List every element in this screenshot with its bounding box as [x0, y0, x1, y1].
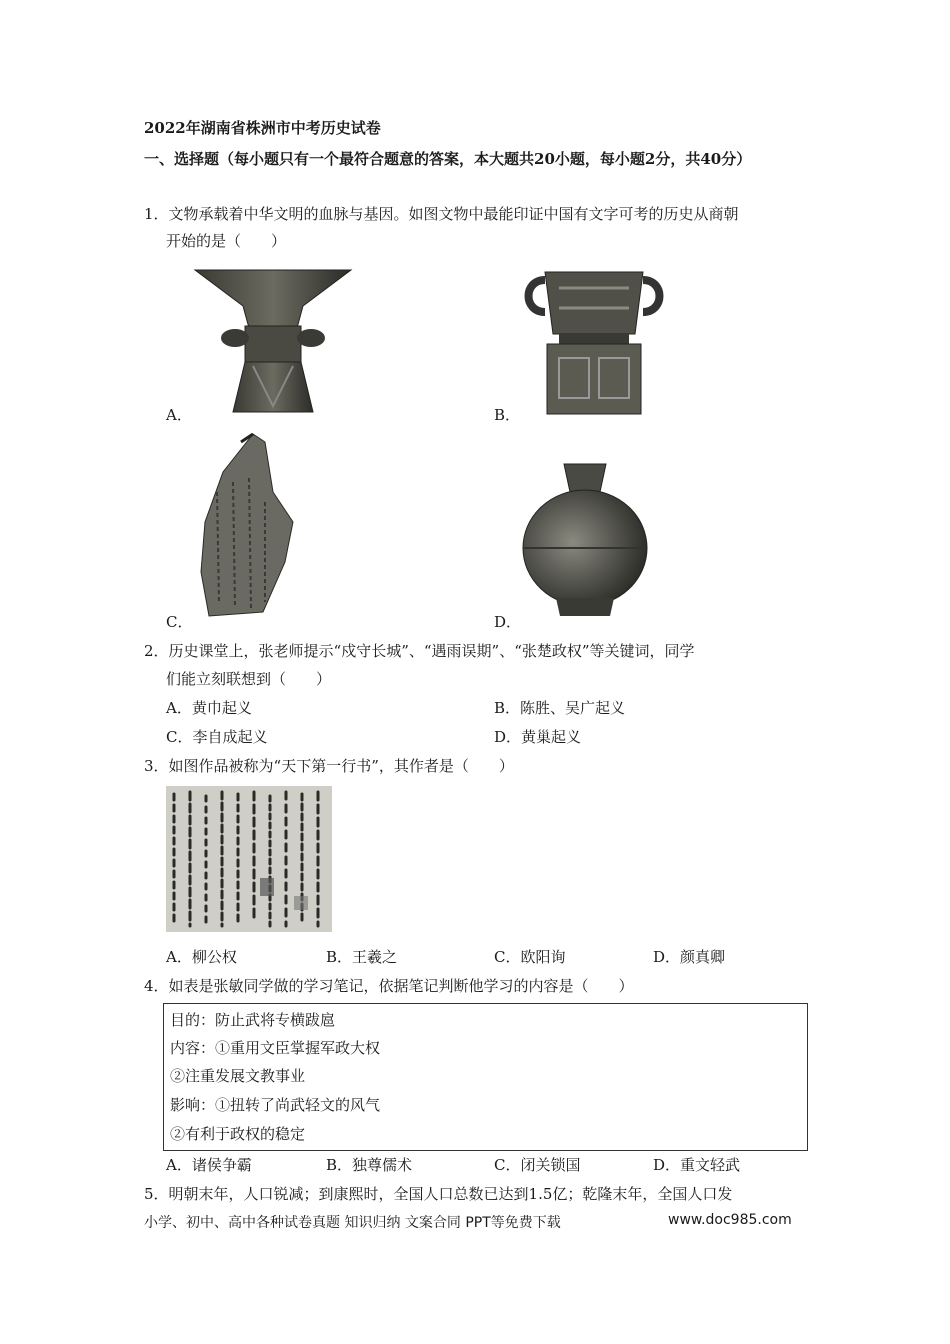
q2-option-c: C．李自成起义	[166, 728, 268, 746]
q3-stem-line1: 3．如图作品被称为“天下第一行书”，其作者是（ ）	[144, 757, 514, 775]
q4-note-content-1: 内容：①重用文臣掌握军政大权	[170, 1039, 381, 1057]
q1-option-c: C．	[166, 613, 193, 631]
q3-image-calligraphy	[166, 786, 332, 932]
q4-stem-line1: 4．如表是张敏同学做的学习笔记，依据笔记判断他学习的内容是（ ）	[144, 977, 634, 995]
q2-option-a: A．黄巾起义	[166, 699, 252, 717]
q4-option-c: C．闭关锁国	[494, 1156, 581, 1174]
q1-image-d-bronze-hu	[520, 462, 650, 618]
q4-notes-table	[163, 1003, 808, 1151]
q1-option-d: D．	[494, 613, 522, 631]
q4-note-impact-2: ②有利于政权的稳定	[170, 1125, 306, 1143]
q1-stem-line1: 1．文物承载着中华文明的血脉与基因。如图文物中最能印证中国有文字可考的历史从商朝	[144, 205, 739, 223]
footer-promo-text: 小学、初中、高中各种试卷真题 知识归纳 文案合同 PPT等免费下载	[144, 1215, 561, 1231]
footer-url-link[interactable]: www.doc985.com	[668, 1212, 792, 1228]
q1-image-a-bronze-zun	[193, 266, 353, 414]
q1-image-b-bronze-gui	[519, 258, 669, 416]
exam-title: 2022年湖南省株洲市中考历史试卷	[144, 119, 381, 137]
q5-stem-line1: 5．明朝末年，人口锐减；到康熙时，全国人口总数已达到1.5亿；乾隆末年，全国人口发	[144, 1185, 733, 1203]
q4-note-purpose: 目的：防止武将专横跋扈	[170, 1011, 336, 1029]
q3-option-d: D．颜真卿	[653, 948, 726, 966]
section-heading: 一、选择题（每小题只有一个最符合题意的答案，本大题共20小题，每小题2分，共40分）	[144, 150, 752, 168]
q2-option-d: D．黄巢起义	[494, 728, 582, 746]
q2-option-b: B．陈胜、吴广起义	[494, 699, 626, 717]
q4-option-d: D．重文轻武	[653, 1156, 741, 1174]
q1-image-c-oracle-bone	[193, 432, 298, 618]
q3-option-b: B．王羲之	[326, 948, 398, 966]
q1-option-b: B．	[494, 406, 521, 424]
q3-option-a: A．柳公权	[166, 948, 237, 966]
q1-option-a: A．	[166, 406, 192, 424]
q4-option-a: A．诸侯争霸	[166, 1156, 252, 1174]
q3-option-c: C．欧阳询	[494, 948, 566, 966]
q4-note-content-2: ②注重发展文教事业	[170, 1067, 306, 1085]
q4-option-b: B．独尊儒术	[326, 1156, 413, 1174]
q4-note-impact-1: 影响：①扭转了尚武轻文的风气	[170, 1096, 381, 1114]
q2-stem-line1: 2．历史课堂上，张老师提示“戍守长城”、“遇雨误期”、“张楚政权”等关键词，同学	[144, 642, 695, 660]
q1-stem-line2: 开始的是（ ）	[166, 232, 287, 250]
q2-stem-line2: 们能立刻联想到（ ）	[166, 670, 332, 688]
